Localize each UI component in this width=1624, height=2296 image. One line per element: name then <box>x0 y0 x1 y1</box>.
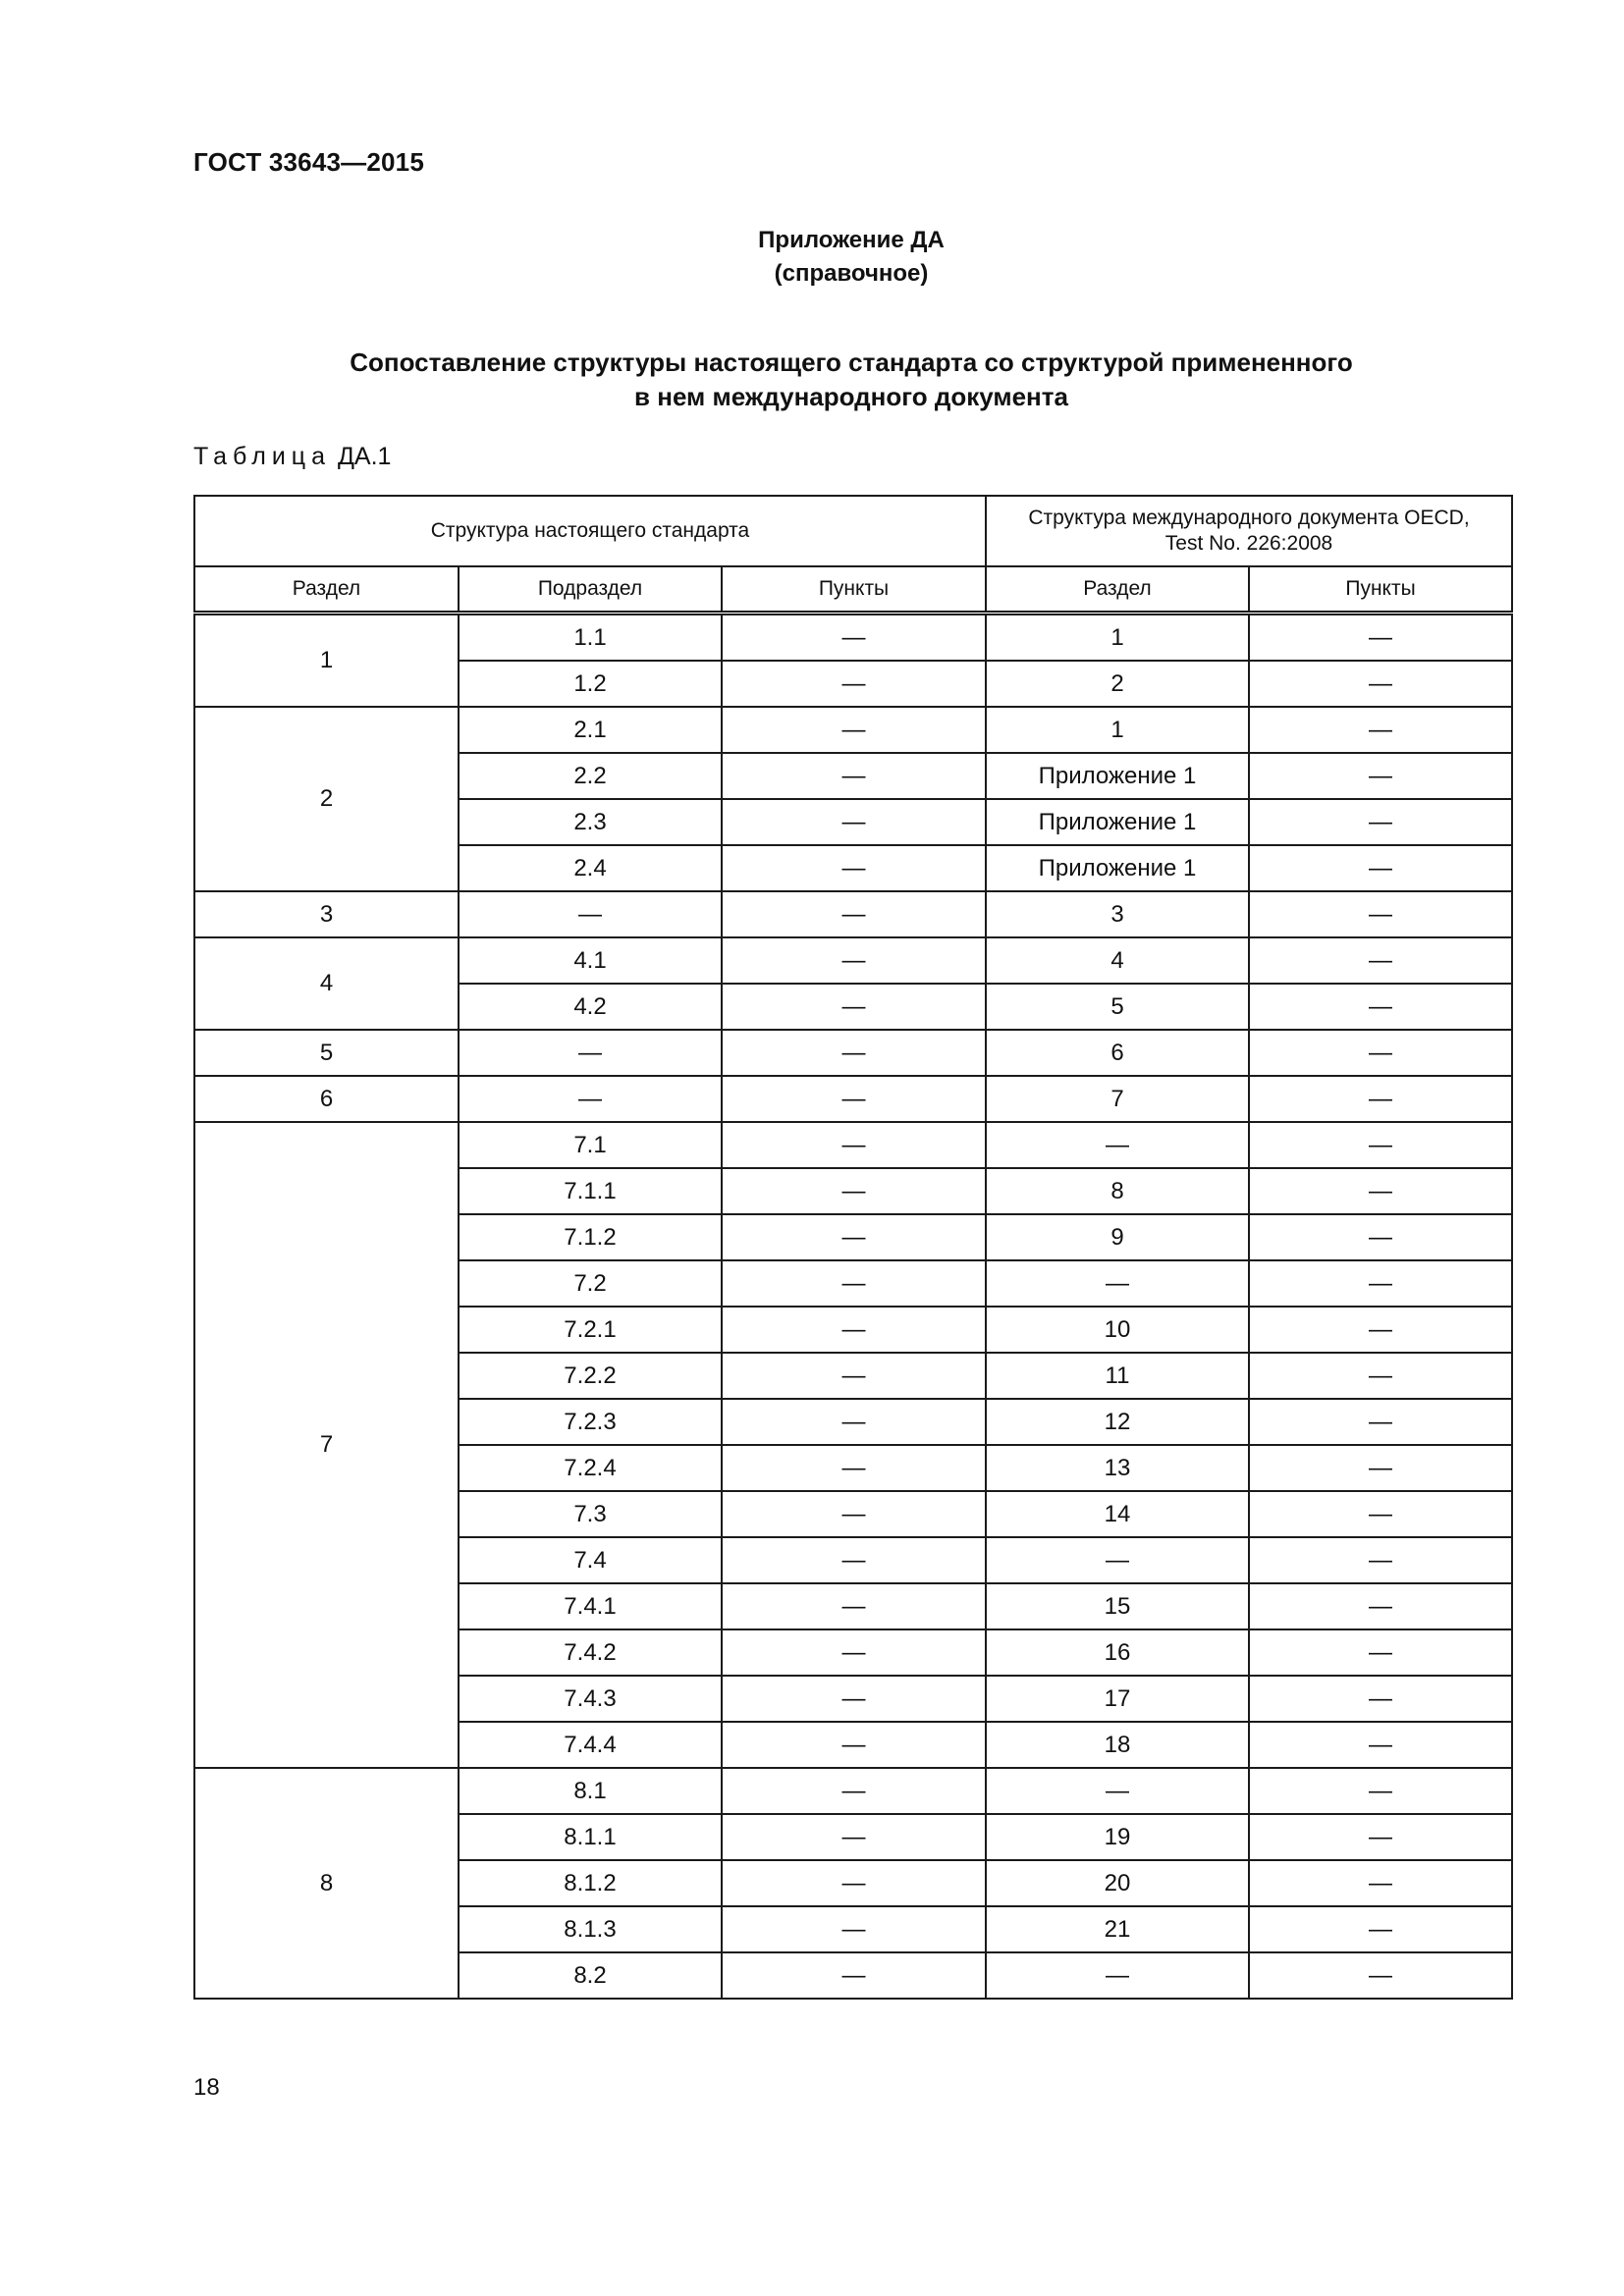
cell-intl-razdel: 3 <box>986 891 1249 937</box>
cell-intl-razdel: 6 <box>986 1030 1249 1076</box>
cell-podrazdel: 7.3 <box>459 1491 722 1537</box>
cell-punkty: — <box>722 614 986 662</box>
cell-intl-razdel: 16 <box>986 1629 1249 1676</box>
cell-razdel: 1 <box>194 614 459 708</box>
appendix-title: Приложение ДА <box>758 227 945 253</box>
cell-podrazdel: 7.2 <box>459 1260 722 1307</box>
cell-podrazdel: 4.1 <box>459 937 722 984</box>
cell-podrazdel: 2.1 <box>459 707 722 753</box>
cell-punkty: — <box>722 1814 986 1860</box>
cell-intl-punkty: — <box>1249 799 1512 845</box>
cell-podrazdel: 8.1 <box>459 1768 722 1814</box>
cell-podrazdel: 2.3 <box>459 799 722 845</box>
cell-intl-razdel: 10 <box>986 1307 1249 1353</box>
cell-intl-razdel: — <box>986 1260 1249 1307</box>
title-line-2: в нем международного документа <box>634 382 1068 411</box>
document-title <box>0 346 1624 414</box>
cell-punkty: — <box>722 1722 986 1768</box>
cell-intl-razdel: Приложение 1 <box>986 799 1249 845</box>
appendix-heading <box>0 224 1624 291</box>
cell-podrazdel: — <box>459 1076 722 1122</box>
cell-intl-razdel: 4 <box>986 937 1249 984</box>
cell-intl-razdel: — <box>986 1952 1249 1999</box>
cell-razdel: 2 <box>194 707 459 891</box>
cell-intl-punkty: — <box>1249 937 1512 984</box>
cell-razdel: 4 <box>194 937 459 1030</box>
cell-podrazdel: 7.2.4 <box>459 1445 722 1491</box>
cell-punkty: — <box>722 984 986 1030</box>
cell-razdel: 5 <box>194 1030 459 1076</box>
cell-intl-razdel: 12 <box>986 1399 1249 1445</box>
cell-punkty: — <box>722 1860 986 1906</box>
table-caption <box>193 443 391 471</box>
cell-intl-punkty: — <box>1249 1722 1512 1768</box>
table-row <box>194 1122 1512 1168</box>
cell-intl-punkty: — <box>1249 1076 1512 1122</box>
cell-punkty: — <box>722 937 986 984</box>
cell-podrazdel: 7.1 <box>459 1122 722 1168</box>
table-row <box>194 1076 1512 1122</box>
group-header-intl-line-1: Структура международного документа OECD, <box>1028 507 1470 529</box>
cell-podrazdel: 2.2 <box>459 753 722 799</box>
cell-punkty: — <box>722 845 986 891</box>
cell-punkty: — <box>722 1030 986 1076</box>
cell-intl-punkty: — <box>1249 1676 1512 1722</box>
cell-intl-punkty: — <box>1249 614 1512 662</box>
cell-podrazdel: 7.4.3 <box>459 1676 722 1722</box>
cell-podrazdel: 7.4.4 <box>459 1722 722 1768</box>
cell-podrazdel: 7.2.2 <box>459 1353 722 1399</box>
cell-podrazdel: 8.1.3 <box>459 1906 722 1952</box>
table-row <box>194 614 1512 662</box>
cell-intl-razdel: 17 <box>986 1676 1249 1722</box>
table-row <box>194 937 1512 984</box>
cell-intl-punkty: — <box>1249 661 1512 707</box>
cell-intl-razdel: — <box>986 1537 1249 1583</box>
cell-intl-punkty: — <box>1249 1537 1512 1583</box>
cell-intl-punkty: — <box>1249 1906 1512 1952</box>
comparison-table-body <box>194 496 1512 1999</box>
table-caption-number: ДА.1 <box>337 443 392 470</box>
cell-intl-razdel: 19 <box>986 1814 1249 1860</box>
cell-podrazdel: 7.2.1 <box>459 1307 722 1353</box>
cell-podrazdel: 7.1.1 <box>459 1168 722 1214</box>
cell-intl-razdel: 1 <box>986 707 1249 753</box>
group-header-row <box>194 496 1512 566</box>
cell-punkty: — <box>722 1122 986 1168</box>
column-header-row <box>194 566 1512 614</box>
cell-intl-razdel: 20 <box>986 1860 1249 1906</box>
cell-podrazdel: 4.2 <box>459 984 722 1030</box>
cell-intl-razdel: 15 <box>986 1583 1249 1629</box>
cell-punkty: — <box>722 753 986 799</box>
cell-intl-punkty: — <box>1249 1030 1512 1076</box>
column-header-podrazdel: Подраздел <box>459 566 722 614</box>
comparison-table <box>193 495 1513 2000</box>
cell-punkty: — <box>722 1537 986 1583</box>
cell-intl-razdel: 11 <box>986 1353 1249 1399</box>
column-header-intl-punkty: Пункты <box>1249 566 1512 614</box>
cell-intl-punkty: — <box>1249 845 1512 891</box>
cell-razdel: 7 <box>194 1122 459 1768</box>
table-row <box>194 707 1512 753</box>
table-row <box>194 1768 1512 1814</box>
cell-podrazdel: 8.2 <box>459 1952 722 1999</box>
cell-punkty: — <box>722 1214 986 1260</box>
cell-podrazdel: 7.1.2 <box>459 1214 722 1260</box>
document-id: ГОСТ 33643—2015 <box>193 147 424 177</box>
cell-punkty: — <box>722 1399 986 1445</box>
group-header-intl-line-2: Test No. 226:2008 <box>1164 532 1333 555</box>
cell-podrazdel: 7.4.2 <box>459 1629 722 1676</box>
cell-punkty: — <box>722 1076 986 1122</box>
cell-punkty: — <box>722 1168 986 1214</box>
cell-intl-razdel: — <box>986 1122 1249 1168</box>
cell-intl-razdel: 1 <box>986 614 1249 662</box>
table-row <box>194 1030 1512 1076</box>
cell-punkty: — <box>722 1952 986 1999</box>
cell-podrazdel: 7.2.3 <box>459 1399 722 1445</box>
cell-podrazdel: 7.4.1 <box>459 1583 722 1629</box>
column-header-punkty: Пункты <box>722 566 986 614</box>
cell-razdel: 8 <box>194 1768 459 1999</box>
cell-intl-punkty: — <box>1249 984 1512 1030</box>
cell-intl-punkty: — <box>1249 1307 1512 1353</box>
cell-intl-punkty: — <box>1249 1814 1512 1860</box>
cell-intl-razdel: Приложение 1 <box>986 753 1249 799</box>
title-line-1: Сопоставление структуры настоящего стандарта со структурой примененного <box>350 347 1353 377</box>
cell-intl-punkty: — <box>1249 753 1512 799</box>
cell-punkty: — <box>722 1307 986 1353</box>
cell-intl-razdel: Приложение 1 <box>986 845 1249 891</box>
cell-podrazdel: 2.4 <box>459 845 722 891</box>
cell-razdel: 3 <box>194 891 459 937</box>
cell-intl-punkty: — <box>1249 1860 1512 1906</box>
cell-intl-punkty: — <box>1249 1122 1512 1168</box>
cell-punkty: — <box>722 661 986 707</box>
cell-podrazdel: 1.2 <box>459 661 722 707</box>
cell-punkty: — <box>722 1353 986 1399</box>
cell-punkty: — <box>722 1768 986 1814</box>
column-header-intl-razdel: Раздел <box>986 566 1249 614</box>
cell-intl-punkty: — <box>1249 1214 1512 1260</box>
cell-intl-punkty: — <box>1249 1629 1512 1676</box>
cell-intl-razdel: 2 <box>986 661 1249 707</box>
table-row <box>194 891 1512 937</box>
page-number: 18 <box>193 2074 220 2101</box>
cell-intl-razdel: 7 <box>986 1076 1249 1122</box>
column-header-razdel: Раздел <box>194 566 459 614</box>
cell-intl-razdel: 9 <box>986 1214 1249 1260</box>
cell-podrazdel: — <box>459 891 722 937</box>
group-header-international-document <box>986 496 1512 566</box>
table-caption-word: Таблица <box>193 443 332 470</box>
cell-intl-razdel: 21 <box>986 1906 1249 1952</box>
cell-intl-punkty: — <box>1249 1260 1512 1307</box>
group-header-current-standard: Структура настоящего стандарта <box>194 496 986 566</box>
cell-intl-razdel: 18 <box>986 1722 1249 1768</box>
cell-intl-razdel: 8 <box>986 1168 1249 1214</box>
cell-podrazdel: 1.1 <box>459 614 722 662</box>
cell-punkty: — <box>722 1676 986 1722</box>
cell-punkty: — <box>722 707 986 753</box>
cell-punkty: — <box>722 1629 986 1676</box>
cell-intl-punkty: — <box>1249 1952 1512 1999</box>
cell-punkty: — <box>722 1491 986 1537</box>
cell-intl-punkty: — <box>1249 1583 1512 1629</box>
cell-podrazdel: 7.4 <box>459 1537 722 1583</box>
cell-intl-punkty: — <box>1249 1353 1512 1399</box>
cell-intl-punkty: — <box>1249 1399 1512 1445</box>
cell-podrazdel: 8.1.1 <box>459 1814 722 1860</box>
cell-punkty: — <box>722 1260 986 1307</box>
cell-razdel: 6 <box>194 1076 459 1122</box>
cell-intl-punkty: — <box>1249 1491 1512 1537</box>
cell-punkty: — <box>722 891 986 937</box>
cell-punkty: — <box>722 1906 986 1952</box>
cell-punkty: — <box>722 1583 986 1629</box>
cell-intl-razdel: 5 <box>986 984 1249 1030</box>
appendix-type: (справочное) <box>774 260 929 287</box>
cell-intl-razdel: 14 <box>986 1491 1249 1537</box>
cell-intl-punkty: — <box>1249 1768 1512 1814</box>
cell-intl-punkty: — <box>1249 707 1512 753</box>
cell-intl-punkty: — <box>1249 1168 1512 1214</box>
cell-intl-punkty: — <box>1249 1445 1512 1491</box>
cell-podrazdel: 8.1.2 <box>459 1860 722 1906</box>
cell-punkty: — <box>722 799 986 845</box>
cell-podrazdel: — <box>459 1030 722 1076</box>
cell-intl-razdel: 13 <box>986 1445 1249 1491</box>
cell-intl-razdel: — <box>986 1768 1249 1814</box>
cell-punkty: — <box>722 1445 986 1491</box>
cell-intl-punkty: — <box>1249 891 1512 937</box>
